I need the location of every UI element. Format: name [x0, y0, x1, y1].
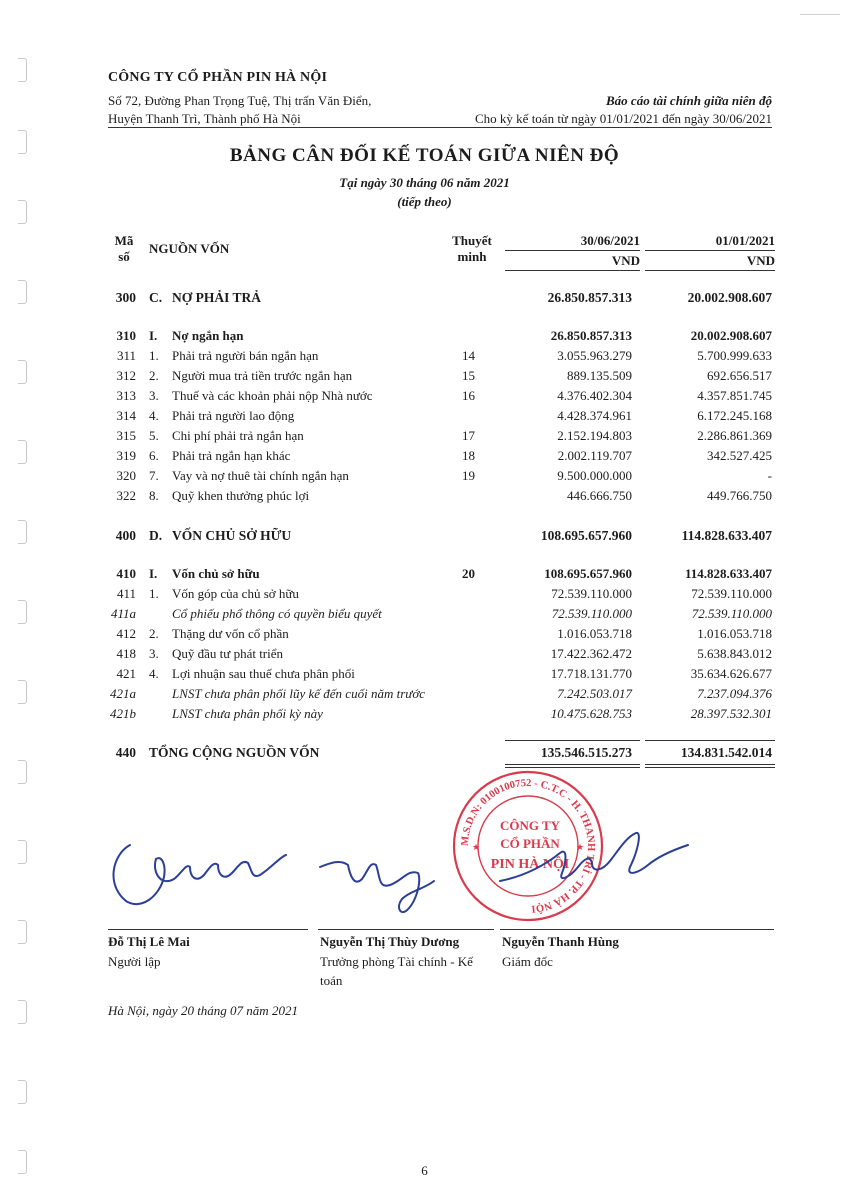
row-label: Phải trả người bán ngắn hạn: [172, 348, 319, 363]
table-row: [0, 388, 849, 408]
corner-mark: [800, 14, 840, 15]
row-index: 2.: [149, 368, 159, 383]
row-label: LNST chưa phân phối lũy kế đến cuối năm trước: [172, 686, 426, 701]
row-value-current: 889.135.509: [567, 368, 632, 383]
binder-hole: [18, 1000, 27, 1024]
signature-preparer: [114, 845, 286, 904]
header-col1-rule: [505, 250, 640, 251]
row-index: 7.: [149, 468, 159, 483]
row-note: 20: [462, 566, 475, 581]
row-index: 8.: [149, 488, 159, 503]
total-col1-double-rule: [505, 764, 640, 765]
binder-hole: [18, 1080, 27, 1104]
row-value-opening: 7.237.094.376: [697, 686, 772, 701]
seal-line1: CÔNG TY: [499, 818, 561, 833]
row-index: 3.: [149, 646, 159, 661]
seal-star-left: ★: [472, 842, 481, 852]
row-label: Vay và nợ thuê tài chính ngắn hạn: [172, 468, 349, 483]
preparer-name: Đỗ Thị Lê Mai: [108, 934, 190, 949]
header-note-l2: minh: [457, 249, 487, 264]
row-value-current: 10.475.628.753: [550, 706, 632, 721]
row-value-opening: 72.539.110.000: [691, 586, 772, 601]
page-number: 6: [421, 1163, 428, 1178]
total-col2-double-rule: [645, 764, 775, 765]
row-index: D.: [149, 528, 163, 543]
row-index: 2.: [149, 626, 159, 641]
row-label: Vốn góp của chủ sở hữu: [172, 586, 299, 601]
row-value-current: 3.055.963.279: [557, 348, 632, 363]
table-row: [0, 368, 849, 388]
report-period: Cho kỳ kế toán từ ngày 01/01/2021 đến ngày 30/06/2021: [475, 111, 772, 126]
row-value-opening: -: [767, 468, 772, 483]
row-value-opening: 20.002.908.607: [687, 290, 772, 305]
director-name: Nguyễn Thanh Hùng: [502, 934, 619, 949]
header-col1-date: 30/06/2021: [580, 233, 640, 248]
total-col2-double-rule: [645, 767, 775, 768]
table-row: [0, 448, 849, 468]
binder-hole: [18, 840, 27, 864]
table-row: [0, 408, 849, 428]
row-code: 400: [115, 528, 136, 543]
header-col1-rule: [505, 270, 640, 271]
header-divider: [108, 127, 772, 128]
row-value-opening: 5.638.843.012: [697, 646, 772, 661]
signature-director: [500, 833, 688, 881]
company-name: CÔNG TY CỔ PHẦN PIN HÀ NỘI: [108, 70, 328, 85]
table-row: [0, 428, 849, 448]
table-row-total: [0, 745, 849, 765]
row-value-opening: 6.172.245.168: [697, 408, 772, 423]
signature-chief-accountant: [320, 862, 434, 912]
row-code: 314: [116, 408, 136, 423]
row-value-current: 26.850.857.313: [547, 290, 632, 305]
row-value-current: 4.376.402.304: [557, 388, 632, 403]
seal-line2: CỔ PHẦN: [500, 836, 560, 851]
total-col1-rule: [505, 740, 640, 741]
header-code-l1: Mã: [114, 233, 134, 248]
preparer-role: Người lập: [108, 954, 161, 969]
row-index: 4.: [149, 666, 159, 681]
row-value-opening: 2.286.861.369: [697, 428, 772, 443]
row-label: Thuế và các khoản phải nộp Nhà nước: [172, 388, 373, 403]
continued-note: (tiếp theo): [397, 194, 452, 209]
row-note: 17: [462, 428, 475, 443]
signature-rule: [108, 929, 308, 930]
header-code: [112, 233, 136, 265]
table-row: [0, 646, 849, 666]
row-label: Người mua trả tiền trước ngắn hạn: [172, 368, 353, 383]
row-value-opening: 342.527.425: [707, 448, 772, 463]
header-col1-unit: VND: [611, 253, 640, 268]
company-address-line1: Số 72, Đường Phan Trọng Tuệ, Thị trấn Văn Điển,: [108, 93, 372, 108]
row-code: 320: [116, 468, 136, 483]
table-row: [0, 626, 849, 646]
row-value-current: 17.718.131.770: [550, 666, 632, 681]
row-code: 440: [115, 745, 136, 760]
row-code: 300: [115, 290, 136, 305]
row-label: Nợ ngắn hạn: [172, 328, 244, 343]
row-label: Phải trả người lao động: [172, 408, 295, 423]
chief-accountant-name: Nguyễn Thị Thùy Dương: [320, 934, 460, 949]
table-row: [0, 706, 849, 726]
row-value-current: 135.546.515.273: [540, 745, 632, 760]
row-value-opening: 35.634.626.677: [690, 666, 772, 681]
binder-hole: [18, 920, 27, 944]
row-label: VỐN CHỦ SỞ HỮU: [172, 528, 292, 543]
row-code: 421b: [110, 706, 136, 721]
header-col2-rule: [645, 250, 775, 251]
row-value-opening: 28.397.532.301: [690, 706, 772, 721]
row-code: 311: [116, 348, 136, 363]
seal-line3: PIN HÀ NỘI: [490, 857, 570, 872]
row-value-current: 108.695.657.960: [540, 528, 632, 543]
row-value-current: 2.152.194.803: [557, 428, 632, 443]
row-value-current: 72.539.110.000: [551, 586, 632, 601]
binder-hole: [18, 58, 27, 82]
chief-accountant-role: Trưởng phòng Tài chính - Kế toán: [320, 954, 473, 988]
table-row: [0, 290, 849, 310]
row-value-current: 72.539.110.000: [551, 606, 632, 621]
header-item: NGUỒN VỐN: [149, 241, 230, 256]
row-index: I.: [149, 566, 158, 581]
row-index: 4.: [149, 408, 159, 423]
report-type: Báo cáo tài chính giữa niên độ: [606, 93, 772, 108]
row-code: 313: [116, 388, 136, 403]
row-code: 418: [116, 646, 136, 661]
row-index: 3.: [149, 388, 159, 403]
header-note: [440, 233, 504, 265]
row-label: Chi phí phải trả ngắn hạn: [172, 428, 304, 443]
row-code: 310: [116, 328, 136, 343]
row-label: Phải trả ngắn hạn khác: [172, 448, 291, 463]
signature-rule: [500, 929, 774, 930]
place-and-date: Hà Nội, ngày 20 tháng 07 năm 2021: [108, 1003, 298, 1018]
row-note: 16: [462, 388, 475, 403]
row-index: 5.: [149, 428, 159, 443]
table-row: [0, 686, 849, 706]
row-index: I.: [149, 328, 158, 343]
row-note: 19: [462, 468, 475, 483]
row-value-current: 26.850.857.313: [550, 328, 632, 343]
header-code-l2: số: [118, 249, 130, 264]
header-col2-rule: [645, 270, 775, 271]
row-label: Thặng dư vốn cổ phần: [172, 626, 289, 641]
header-note-l1: Thuyết: [452, 233, 492, 248]
header-col2-unit: VND: [746, 253, 775, 268]
row-code: 315: [116, 428, 136, 443]
row-value-opening: 4.357.851.745: [697, 388, 772, 403]
row-code: 421a: [110, 686, 136, 701]
row-value-current: 108.695.657.960: [544, 566, 632, 581]
row-code: 319: [116, 448, 136, 463]
row-index: 1.: [149, 586, 159, 601]
row-value-opening: 20.002.908.607: [690, 328, 772, 343]
row-code: 411: [116, 586, 136, 601]
row-index: 6.: [149, 448, 159, 463]
row-label: LNST chưa phân phối kỳ này: [172, 706, 323, 721]
table-row: [0, 566, 849, 586]
row-code: 312: [116, 368, 136, 383]
row-code: 421: [116, 666, 136, 681]
page-title: BẢNG CÂN ĐỐI KẾ TOÁN GIỮA NIÊN ĐỘ: [229, 145, 620, 166]
row-code: 411a: [110, 606, 136, 621]
row-index: 1.: [149, 348, 159, 363]
total-col2-rule: [645, 740, 775, 741]
row-value-current: 1.016.053.718: [557, 626, 632, 641]
seal-ring-text: M.S.D.N: 0100100752 - C.T.C - H. THANH TRÌ - TP. HÀ NỘI: [459, 777, 597, 914]
row-label: Cổ phiếu phổ thông có quyền biểu quyết: [172, 606, 382, 621]
row-value-current: 2.002.119.707: [557, 448, 632, 463]
row-note: 15: [462, 368, 475, 383]
row-value-opening: 5.700.999.633: [697, 348, 772, 363]
row-value-current: 4.428.374.961: [557, 408, 632, 423]
signature-rule: [318, 929, 494, 930]
row-label: NỢ PHẢI TRẢ: [172, 290, 262, 305]
row-label: Quỹ khen thưởng phúc lợi: [172, 488, 310, 503]
row-value-opening: 114.828.633.407: [684, 566, 772, 581]
row-value-current: 7.242.503.017: [557, 686, 632, 701]
report-date: Tại ngày 30 tháng 06 năm 2021: [339, 175, 510, 190]
row-code: 412: [116, 626, 136, 641]
row-value-opening: 134.831.542.014: [680, 745, 772, 760]
table-row: [0, 328, 849, 348]
table-row: [0, 666, 849, 686]
seal-star-right: ★: [576, 842, 585, 852]
row-value-opening: 1.016.053.718: [697, 626, 772, 641]
row-label: Quỹ đầu tư phát triển: [172, 646, 284, 661]
row-note: 14: [462, 348, 475, 363]
row-value-current: 446.666.750: [567, 488, 632, 503]
table-row: [0, 348, 849, 368]
row-code: 322: [116, 488, 136, 503]
table-row: [0, 586, 849, 606]
row-code: 410: [116, 566, 136, 581]
table-row: [0, 488, 849, 508]
row-note: 18: [462, 448, 475, 463]
signatures: [90, 815, 750, 925]
table-row: [0, 606, 849, 626]
row-value-opening: 72.539.110.000: [691, 606, 772, 621]
row-value-current: 17.422.362.472: [550, 646, 632, 661]
director-role: Giám đốc: [502, 954, 553, 969]
row-label: Lợi nhuận sau thuế chưa phân phối: [172, 666, 355, 681]
row-value-opening: 449.766.750: [707, 488, 772, 503]
table-row: [0, 528, 849, 548]
row-index: C.: [149, 290, 163, 305]
row-value-opening: 692.656.517: [707, 368, 772, 383]
row-value-opening: 114.828.633.407: [681, 528, 772, 543]
header-col2-date: 01/01/2021: [715, 233, 775, 248]
company-address-line2: Huyện Thanh Trì, Thành phố Hà Nội: [108, 111, 301, 126]
table-row: [0, 468, 849, 488]
row-label: TỔNG CỘNG NGUỒN VỐN: [149, 745, 320, 760]
row-value-current: 9.500.000.000: [557, 468, 632, 483]
row-label: Vốn chủ sở hữu: [172, 566, 260, 581]
